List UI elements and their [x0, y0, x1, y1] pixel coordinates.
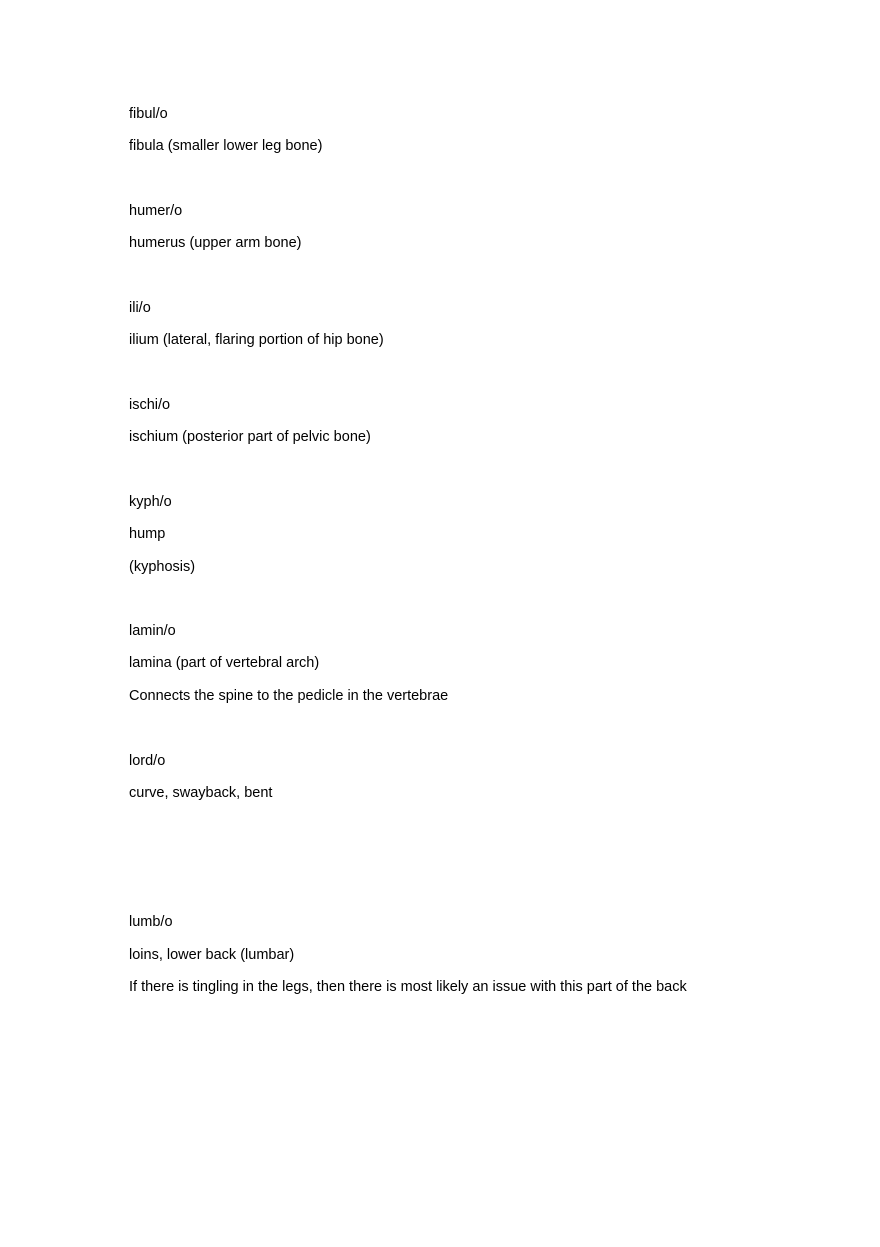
definition-ilium: ilium (lateral, flaring portion of hip bone)	[129, 332, 384, 348]
definition-fibula: fibula (smaller lower leg bone)	[129, 138, 323, 154]
term-humero: humer/o	[129, 203, 183, 219]
note-lamina: Connects the spine to the pedicle in the vertebrae	[129, 688, 449, 704]
term-ilio: ili/o	[129, 300, 151, 316]
term-lordo: lord/o	[129, 753, 166, 769]
term-lumbo: lumb/o	[129, 914, 173, 930]
term-kypho: kyph/o	[129, 494, 172, 510]
definition-lordo: curve, swayback, bent	[129, 785, 273, 801]
term-ischio: ischi/o	[129, 397, 171, 413]
definition-kyphosis: (kyphosis)	[129, 559, 196, 575]
term-fibulo: fibul/o	[129, 106, 168, 122]
note-lumbar: If there is tingling in the legs, then there is most likely an issue with this part of the back	[129, 979, 687, 995]
definition-lumbar: loins, lower back (lumbar)	[129, 947, 295, 963]
definition-lamina: lamina (part of vertebral arch)	[129, 655, 320, 671]
definition-ischium: ischium (posterior part of pelvic bone)	[129, 429, 371, 445]
term-lamino: lamin/o	[129, 623, 176, 639]
definition-hump: hump	[129, 526, 166, 542]
definition-humerus: humerus (upper arm bone)	[129, 235, 302, 251]
